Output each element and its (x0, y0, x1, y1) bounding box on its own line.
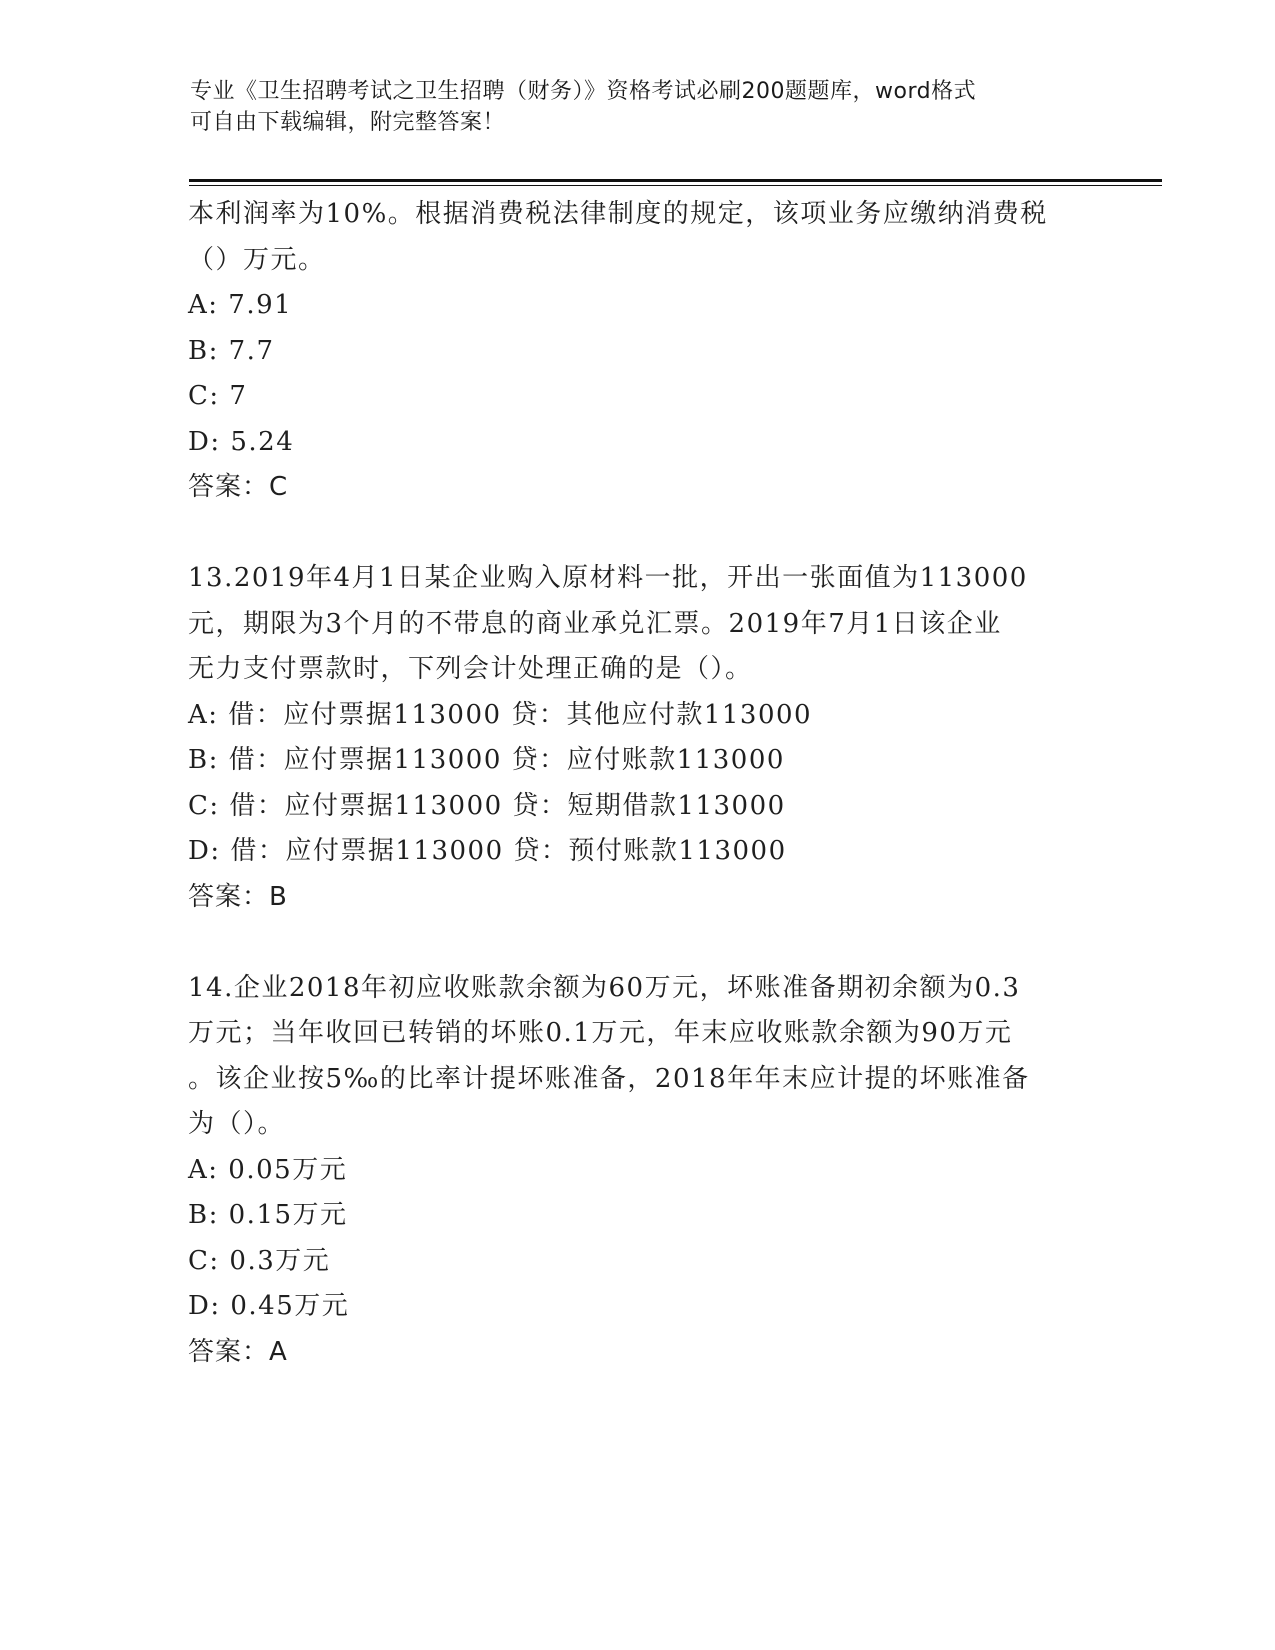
question-12-answer: 答案：C (188, 472, 289, 502)
header-divider-thin (189, 185, 1162, 186)
question-spacer (188, 511, 1088, 557)
question-13-stem-line-3: 无力支付票款时，下列会计处理正确的是（）。 (188, 654, 753, 684)
question-14-option-b: B: 0.15万元 (188, 1200, 348, 1230)
question-12-stem-line-2: （）万元。 (188, 244, 326, 275)
question-14-stem-line-2: 万元；当年收回已转销的坏账0.1万元，年末应收账款余额为90万元 (188, 1018, 1013, 1048)
question-14-block (188, 966, 1088, 1376)
question-14-stem-line-1: 14.企业2018年初应收账款余额为60万元，坏账准备期初余额为0.3 (188, 972, 1021, 1003)
document-header (190, 76, 1090, 138)
question-14-option-a: A: 0.05万元 (188, 1154, 348, 1185)
question-13-stem-line-1: 13.2019年4月1日某企业购入原材料一批，开出一张面值为113000 (188, 563, 1028, 593)
question-14-stem-line-4: 为（）。 (188, 1109, 286, 1139)
document-body (188, 192, 1088, 1375)
question-12-option-c: C: 7 (188, 381, 248, 411)
question-spacer (188, 920, 1088, 966)
question-13-answer: 答案：B (188, 881, 288, 912)
question-13-option-b: B: 借：应付票据113000 贷：应付账款113000 (188, 745, 785, 775)
question-13-stem-line-2: 元，期限为3个月的不带息的商业承兑汇票。2019年7月1日该企业 (188, 608, 1002, 639)
header-title-line-2: 可自由下载编辑，附完整答案！ (190, 110, 506, 135)
question-14-answer: 答案：A (188, 1336, 288, 1367)
question-12-option-d: D: 5.24 (188, 426, 295, 457)
question-12-block (188, 192, 1088, 511)
question-12-stem-line-1: 本利润率为10%。根据消费税法律制度的规定，该项业务应缴纳消费税 (188, 199, 1048, 229)
question-14-stem-line-3: 。该企业按5‰的比率计提坏账准备，2018年年末应计提的坏账准备 (188, 1063, 1030, 1094)
question-13-block (188, 556, 1088, 920)
question-12-option-b: B: 7.7 (188, 335, 275, 366)
question-13-option-c: C: 借：应付票据113000 贷：短期借款113000 (188, 790, 786, 821)
question-12-option-a: A: 7.91 (188, 290, 293, 320)
header-title-line-1: 专业《卫生招聘考试之卫生招聘（财务）》资格考试必刷200题题库，word格式 (190, 79, 977, 104)
header-divider-thick (189, 179, 1162, 182)
question-14-option-d: D: 0.45万元 (188, 1291, 350, 1321)
question-13-option-a: A: 借：应付票据113000 贷：其他应付款113000 (188, 699, 813, 730)
question-13-option-d: D: 借：应付票据113000 贷：预付账款113000 (188, 836, 787, 866)
question-14-option-c: C: 0.3万元 (188, 1245, 331, 1276)
